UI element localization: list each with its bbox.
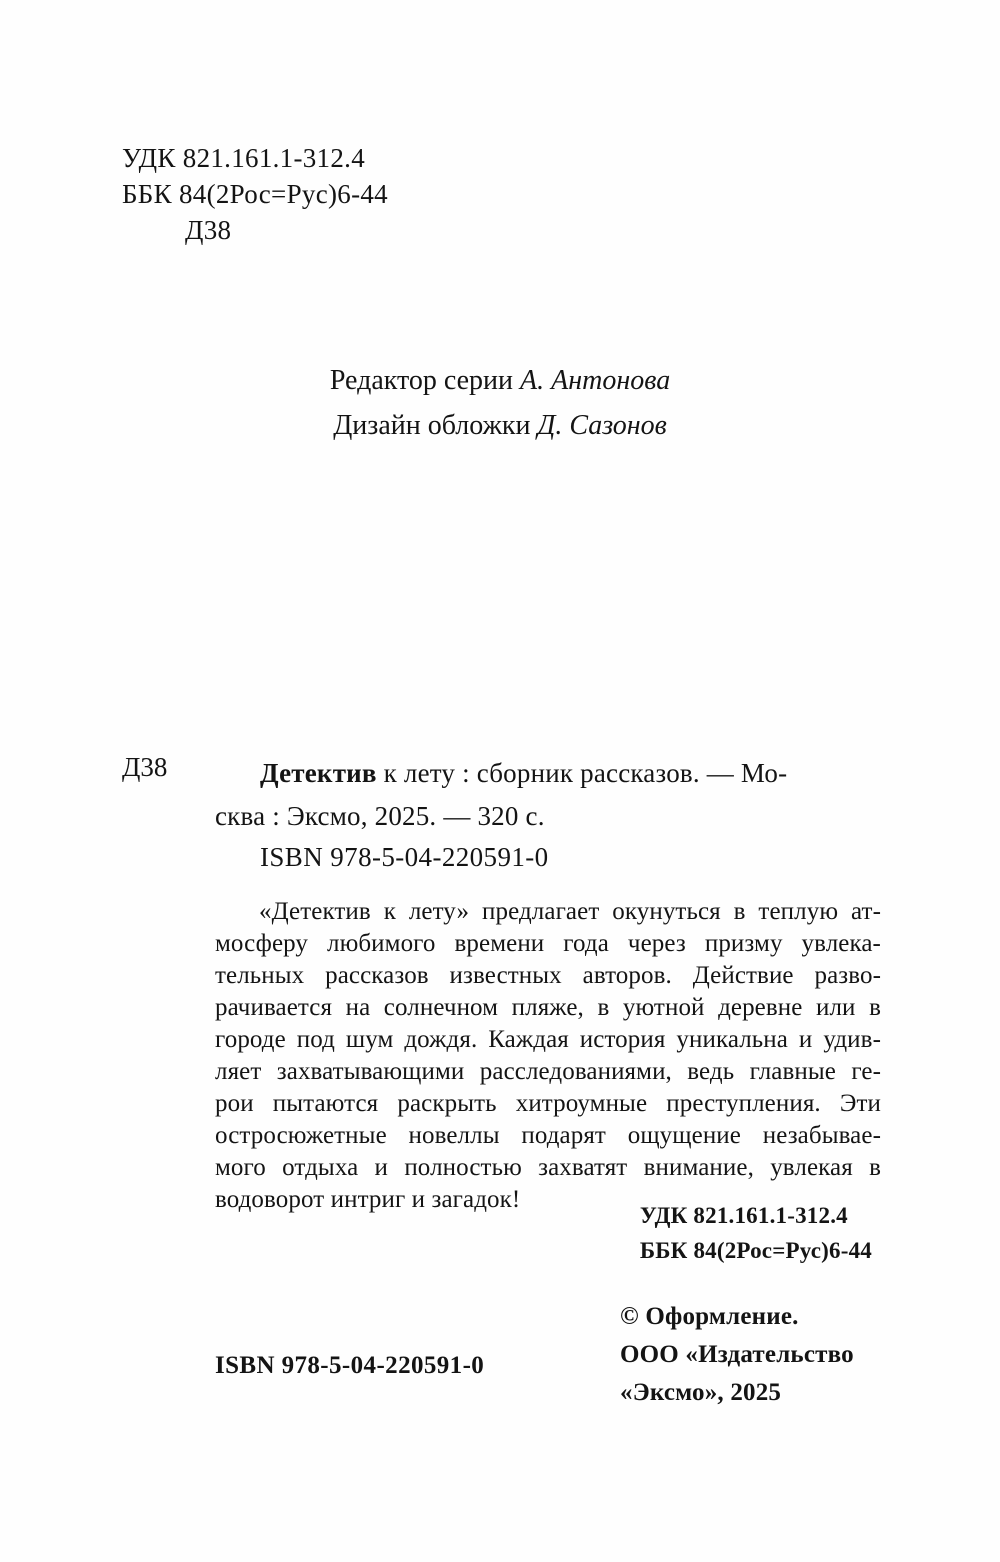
isbn-catalog: ISBN 978-5-04-220591-0 bbox=[260, 842, 549, 872]
udk-code-bottom: УДК 821.161.1-312.4 bbox=[639, 1203, 848, 1228]
author-sign-top: Д38 bbox=[185, 215, 232, 245]
series-editor-label: Редактор серии bbox=[329, 365, 521, 396]
catalog-entry bbox=[215, 752, 882, 838]
series-editor-name: А. Антонова bbox=[520, 365, 671, 396]
annotation-line: мого отдыха и полностью захватят внимание, увлекая в bbox=[215, 1154, 881, 1181]
copyright-line-2: ООО «Издательство bbox=[620, 1341, 854, 1368]
series-editor-line bbox=[0, 358, 1000, 403]
catalog-entry-rest: к лету : сборник рассказов. — Мо- bbox=[376, 758, 788, 788]
copyright-line-3: «Эксмо», 2025 bbox=[620, 1379, 782, 1406]
catalog-entry-line-1 bbox=[215, 752, 882, 795]
bbk-code-bottom: ББК 84(2Рос=Рус)6-44 bbox=[639, 1238, 872, 1263]
catalog-entry-line-2: сква : Эксмо, 2025. — 320 с. bbox=[215, 801, 545, 831]
annotation-line: городе под шум дождя. Каждая история уникальна и удив- bbox=[215, 1026, 881, 1053]
copyright-line-1: © Оформление. bbox=[620, 1303, 799, 1330]
bottom-classification-block bbox=[640, 1198, 872, 1268]
isbn-footer: ISBN 978-5-04-220591-0 bbox=[215, 1352, 485, 1379]
cover-designer-line bbox=[0, 403, 1000, 448]
annotation-paragraph bbox=[215, 896, 881, 1216]
annotation-line: рои пытаются раскрыть хитроумные преступления. Эти bbox=[215, 1090, 881, 1117]
annotation-line: ляет захватывающими расследованиями, ведь главные ге- bbox=[215, 1058, 881, 1085]
annotation-line: водоворот интриг и загадок! bbox=[215, 1186, 521, 1213]
annotation-line: «Детектив к лету» предлагает окунуться в теплую ат- bbox=[259, 898, 881, 925]
catalog-author-sign: Д38 bbox=[122, 752, 168, 782]
cover-designer-label: Дизайн обложки bbox=[333, 410, 538, 441]
annotation-line: тельных рассказов известных авторов. Действие разво- bbox=[215, 962, 881, 989]
udk-code-top: УДК 821.161.1-312.4 bbox=[122, 143, 366, 173]
series-credits bbox=[0, 358, 1000, 448]
top-classification-block bbox=[122, 140, 388, 248]
annotation-line: остросюжетные новеллы подарят ощущение незабывае- bbox=[215, 1122, 881, 1149]
annotation-line: мосферу любимого времени года через призму увлека- bbox=[215, 930, 881, 957]
annotation-line: рачивается на солнечном пляже, в уютной деревне или в bbox=[215, 994, 881, 1021]
catalog-title-bold: Детектив bbox=[260, 758, 377, 788]
cover-designer-name: Д. Сазонов bbox=[537, 410, 667, 441]
bbk-code-top: ББК 84(2Рос=Рус)6-44 bbox=[122, 179, 388, 209]
copyright-block bbox=[620, 1298, 854, 1412]
